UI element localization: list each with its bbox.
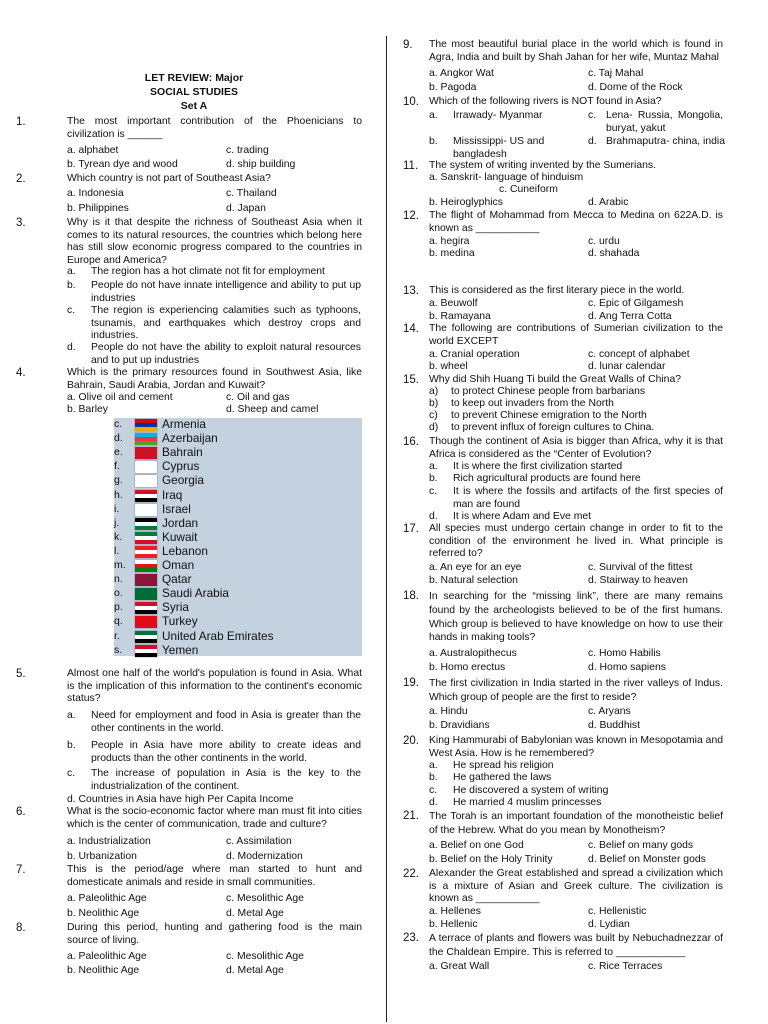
option-c: c. Hellenistic [588, 906, 647, 917]
option-b: b. Pagoda [429, 82, 477, 93]
flag-row-letter: g. [114, 474, 123, 487]
option-d: d. Metal Age [226, 908, 284, 919]
flag-row [114, 630, 362, 644]
question-number: 1. [16, 116, 26, 128]
option-c: c. Belief on many gods [588, 840, 694, 851]
country-name: Jordan [162, 515, 199, 530]
option-c: c. Oil and gas [226, 392, 290, 403]
flag-row [114, 474, 362, 488]
question-text: What is the socio-economic factor where man must fit into cities which is the center of communication, trade and culture? [67, 806, 362, 830]
option-d: d. Modernization [226, 851, 303, 862]
option-b: b. wheel [429, 361, 468, 372]
question-number: 21. [403, 810, 419, 822]
question-number: 20. [403, 735, 419, 747]
option-d: d. People do not have the ability to exploit natural resources and to put up industries [67, 342, 361, 366]
question-number: 18. [403, 590, 419, 602]
option-b: b. Urbanization [67, 851, 137, 862]
question-text: Almost one half of the world's population is found in Asia. What is the implication of this information to the continent's economic status? [67, 668, 362, 705]
option-d: d. Buddhist [588, 720, 640, 731]
flag-row-letter: j. [114, 516, 120, 529]
question-2 [16, 173, 362, 186]
option-a: a. Indonesia [67, 188, 124, 199]
flag-icon [135, 588, 157, 600]
option-a: a. Industrialization [67, 836, 151, 847]
option-b: b. Neolithic Age [67, 908, 140, 919]
question-number: 16. [403, 436, 419, 448]
question-17 [403, 523, 723, 561]
option-c: c. It is where the fossils and artifacts of the first species of man are found [429, 486, 723, 510]
question-number: 7. [16, 864, 26, 876]
option-b: b. medina [429, 248, 475, 259]
option-d: d. Brahmaputra- china, india [588, 136, 725, 147]
question-text: The Torah is an important foundation of the monotheistic belief of the Hebrew. What do you mean by Monotheism? [429, 811, 723, 836]
question-number: 9. [403, 39, 413, 51]
option-b: b. Hellenic [429, 919, 478, 930]
country-name: Armenia [162, 417, 206, 431]
option-c: c. trading [226, 145, 269, 156]
flag-icon [135, 532, 157, 544]
option-c: c. Rice Terraces [588, 961, 663, 972]
option-c: c. Survival of the fittest [588, 562, 693, 573]
option-a: a) to protect Chinese people from barbarians [429, 386, 646, 397]
option-c: c. Epic of Gilgamesh [588, 298, 684, 309]
question-number: 13. [403, 285, 419, 297]
country-name: Syria [162, 600, 189, 615]
country-name: Yemen [162, 642, 199, 657]
flag-icon [135, 461, 157, 473]
question-5 [16, 668, 362, 706]
question-12 [403, 210, 723, 235]
question-7 [16, 864, 362, 889]
column-divider [386, 36, 387, 1022]
option-b: b. Mississippi- US and bangladesh [429, 136, 545, 160]
question-text: Alexander the Great established and spread a civilization which is a mixture of Asian and Greek culture. The civilization is known as ___________ [429, 868, 723, 905]
question-text: The most important contribution of the Phoenicians to civilization is ______ [67, 116, 362, 140]
question-20 [403, 735, 723, 760]
question-text: This is the period/age where man started to hunt and domesticate animals and reside in small communities. [67, 864, 362, 888]
option-d: d. Homo sapiens [588, 662, 666, 673]
option-b: b. People in Asia have more ability to create ideas and products than the other continents in the world. [67, 740, 361, 764]
option-d: d. Stairway to heaven [588, 575, 688, 586]
option-c: c. Thailand [226, 188, 277, 199]
flag-row-letter: s. [114, 643, 123, 656]
flag-row [114, 573, 362, 587]
option-a: a. The region has a hot climate not fit for employment [67, 266, 325, 277]
flag-row [114, 587, 362, 601]
question-3 [16, 217, 362, 267]
option-a: a. Need for employment and food in Asia is greater than the other continents in the world. [67, 710, 361, 734]
option-a: a. hegira [429, 236, 470, 247]
flag-list-image [114, 418, 362, 656]
flag-row-letter: c. [114, 418, 123, 430]
option-c: c. Aryans [588, 706, 631, 717]
option-d: d. Ang Terra Cotta [588, 311, 672, 322]
option-a: a. Great Wall [429, 961, 490, 972]
option-a: a. He spread his religion [429, 760, 554, 771]
option-c: c. Homo Habilis [588, 648, 661, 659]
flag-row [114, 615, 362, 629]
question-text: King Hammurabi of Babylonian was known in Mesopotamia and West Asia. How is he remembered? [429, 735, 723, 759]
flag-row-letter: m. [114, 559, 126, 571]
option-b: b. Neolithic Age [67, 965, 140, 976]
question-number: 4. [16, 367, 26, 379]
option-b: b. Natural selection [429, 575, 518, 586]
flag-row-letter: e. [114, 446, 123, 459]
option-c: c. He discovered a system of writing [429, 785, 609, 796]
country-name: Bahrain [162, 445, 203, 460]
flag-icon [135, 560, 157, 572]
flag-icon [135, 433, 157, 445]
option-d: d. Countries in Asia have high Per Capita Income [67, 794, 294, 805]
option-b: b. Barley [67, 404, 109, 415]
option-a: a. Irrawady- Myanmar [429, 110, 543, 121]
option-c: c. The region is experiencing calamities such as typhoons, tsunamis, and earthquakes which destroy crops and industries. [67, 305, 361, 342]
question-text: Which is the primary resources found in Southwest Asia, like Bahrain, Saudi Arabia, Jordan and Kuwait? [67, 367, 362, 391]
flag-icon [135, 546, 157, 558]
flag-row [114, 559, 362, 573]
country-name: Cyprus [162, 459, 200, 474]
option-a: a. Hellenes [429, 906, 481, 917]
question-text: Why is it that despite the richness of Southeast Asia when it comes to its natural resources, the countries which belong here has still slow economic progress compared to the countries in Europe and America? [67, 217, 362, 266]
option-d: d. Lydian [588, 919, 630, 930]
question-number: 15. [403, 374, 419, 386]
option-c: c. The increase of population in Asia is the key to the industrialization of the continent. [67, 768, 361, 792]
question-number: 12. [403, 210, 419, 222]
flag-icon [135, 504, 157, 516]
question-text: A terrace of plants and flowers was built by Nebuchadnezzar of the Chaldean Empire. This is referred to ____________ [429, 933, 723, 958]
option-b: b. He gathered the laws [429, 772, 552, 783]
country-name: Saudi Arabia [162, 586, 229, 601]
option-a: a. Angkor Wat [429, 68, 494, 79]
option-a: a. Australopithecus [429, 648, 517, 659]
flag-row-letter: o. [114, 587, 123, 600]
country-name: Iraq [162, 487, 183, 502]
option-d: d. It is where Adam and Eve met [429, 511, 592, 522]
country-name: Azerbaijan [162, 431, 218, 446]
question-number: 8. [16, 922, 26, 934]
option-a: a. It is where the first civilization started [429, 461, 623, 472]
question-number: 10. [403, 96, 419, 108]
option-a: a. Paleolithic Age [67, 893, 147, 904]
question-text: The following are contributions of Sumerian civilization to the world EXCEPT [429, 323, 723, 347]
flag-row-letter: i. [114, 502, 120, 515]
flag-row [114, 446, 362, 460]
option-c: c) to prevent Chinese emigration to the North [429, 410, 647, 421]
doc-title-line3: Set A [180, 100, 208, 112]
flag-row [114, 601, 362, 615]
question-10 [403, 96, 723, 109]
flag-icon [135, 447, 157, 459]
question-16 [403, 436, 723, 461]
option-d: d. He married 4 muslim princesses [429, 797, 602, 808]
question-number: 2. [16, 173, 26, 185]
flag-row-letter: q. [114, 615, 123, 628]
option-c: c. Taj Mahal [588, 68, 644, 79]
option-d: d. Belief on Monster gods [588, 854, 706, 865]
country-name: United Arab Emirates [162, 628, 274, 643]
flag-row-letter: n. [114, 573, 123, 586]
option-b: b. Belief on the Holy Trinity [429, 854, 553, 865]
question-1 [16, 116, 362, 141]
flag-icon [135, 475, 157, 487]
option-a: a. Hindu [429, 706, 468, 717]
question-23 [403, 932, 723, 960]
option-b: b. Tyrean dye and wood [67, 159, 178, 170]
question-text: Though the continent of Asia is bigger than Africa, why it is that Africa is considered as the “Center of Evolution? [429, 436, 723, 460]
country-name: Lebanon [162, 543, 208, 558]
option-b: b) to keep out invaders from the North [429, 398, 614, 409]
question-text: Why did Shih Huang Ti build the Great Walls of China? [429, 374, 682, 385]
option-d: d. ship building [226, 159, 296, 170]
option-a: a. Belief on one God [429, 840, 524, 851]
country-name: Oman [162, 558, 195, 572]
flag-row [114, 418, 362, 432]
option-c: c. Cuneiform [499, 184, 558, 195]
country-name: Turkey [162, 614, 198, 629]
question-number: 3. [16, 217, 26, 229]
flag-row [114, 503, 362, 517]
question-15 [403, 374, 723, 387]
option-d: d. shahada [588, 248, 640, 259]
flag-row-letter: l. [114, 544, 120, 557]
flag-icon [135, 574, 157, 586]
country-name: Qatar [162, 572, 192, 587]
doc-title-line2: SOCIAL STUDIES [150, 86, 238, 98]
option-a: a. Olive oil and cement [67, 392, 173, 403]
flag-row [114, 489, 362, 503]
flag-icon [135, 616, 157, 628]
question-number: 23. [403, 932, 419, 944]
question-11 [403, 160, 723, 173]
country-name: Kuwait [162, 529, 198, 544]
option-a: a. Sanskrit- language of hinduism [429, 172, 584, 183]
flag-icon [135, 645, 157, 657]
question-number: 22. [403, 868, 419, 880]
question-text: This is considered as the first literary piece in the world. [429, 285, 685, 296]
country-name: Israel [162, 501, 191, 516]
option-b: b. Philippines [67, 203, 129, 214]
country-name: Georgia [162, 473, 204, 488]
option-a: a. Paleolithic Age [67, 951, 147, 962]
question-21 [403, 810, 723, 838]
question-18 [403, 590, 723, 645]
flag-row [114, 460, 362, 474]
doc-title-line1: LET REVIEW: Major [144, 72, 244, 84]
flag-row-letter: d. [114, 432, 123, 445]
question-text: The flight of Mohammad from Mecca to Medina on 622A.D. is known as ___________ [429, 210, 723, 234]
flag-icon [135, 419, 157, 431]
flag-row-letter: p. [114, 601, 123, 614]
question-text: During this period, hunting and gathering food is the main source of living. [67, 922, 362, 946]
question-number: 5. [16, 668, 26, 680]
question-text: Which country is not part of Southeast Asia? [67, 173, 271, 184]
option-d: d. lunar calendar [588, 361, 666, 372]
question-text: All species must undergo certain change in order to fit to the condition of the environment he lived in. What principle is referred to? [429, 523, 723, 560]
option-d: d) to prevent influx of foreign cultures to China. [429, 422, 655, 433]
question-number: 11. [403, 160, 419, 172]
flag-row [114, 432, 362, 446]
flag-row [114, 644, 362, 658]
question-text: The most beautiful burial place in the world which is found in Agra, India and built by Shah Jahan for her wife, Muntaz Mahal [429, 39, 723, 63]
option-d: d. Metal Age [226, 965, 284, 976]
flag-icon [135, 602, 157, 614]
question-number: 14. [403, 323, 419, 335]
option-d: d. Sheep and camel [226, 404, 319, 415]
flag-icon [135, 490, 157, 502]
option-b: b. Homo erectus [429, 662, 506, 673]
flag-row-letter: k. [114, 530, 123, 543]
option-c: c. Assimilation [226, 836, 292, 847]
option-b: b. Heiroglyphics [429, 197, 503, 208]
question-text: The first civilization in India started in the river valleys of Indus. Which group of people are the first to reside? [429, 678, 723, 703]
question-text: Which of the following rivers is NOT found in Asia? [429, 96, 662, 107]
flag-row [114, 545, 362, 559]
option-c: c. Lena- Russia, Mongolia, buryat, yakut [588, 110, 723, 134]
question-number: 17. [403, 523, 419, 535]
question-9 [403, 39, 723, 64]
option-b: b. Dravidians [429, 720, 490, 731]
flag-icon [135, 518, 157, 530]
question-6 [16, 806, 362, 831]
option-c: c. Mesolithic Age [226, 951, 304, 962]
question-19 [403, 677, 723, 705]
option-a: a. alphabet [67, 145, 119, 156]
flag-row-letter: h. [114, 488, 123, 501]
question-text: The system of writing invented by the Sumerians. [429, 160, 656, 171]
option-c: c. concept of alphabet [588, 349, 690, 360]
option-d: d. Dome of the Rock [588, 82, 683, 93]
option-a: a. Cranial operation [429, 349, 520, 360]
flag-icon [135, 631, 157, 643]
question-22 [403, 868, 723, 906]
flag-row [114, 517, 362, 531]
question-8 [16, 922, 362, 947]
option-c: c. Mesolithic Age [226, 893, 304, 904]
question-4 [16, 367, 362, 392]
option-a: a. An eye for an eye [429, 562, 522, 573]
option-a: a. Beuwolf [429, 298, 478, 309]
question-number: 19. [403, 677, 419, 689]
flag-row-letter: f. [114, 460, 120, 473]
flag-row [114, 531, 362, 545]
question-text: In searching for the “missing link”, there are many remains found by the archeologists believed to be of the first humans. Which group is believed to have knowledge on how to use their hands in making tools? [429, 591, 723, 644]
question-14 [403, 323, 723, 348]
option-d: d. Japan [226, 203, 266, 214]
option-b: b. Rich agricultural products are found here [429, 473, 641, 484]
question-number: 6. [16, 806, 26, 818]
flag-row-letter: r. [114, 629, 120, 642]
option-b: b. Ramayana [429, 311, 491, 322]
question-13 [403, 285, 723, 298]
option-d: d. Arabic [588, 197, 629, 208]
option-c: c. urdu [588, 236, 620, 247]
option-b: b. People do not have innate intelligence and ability to put up industries [67, 280, 361, 304]
